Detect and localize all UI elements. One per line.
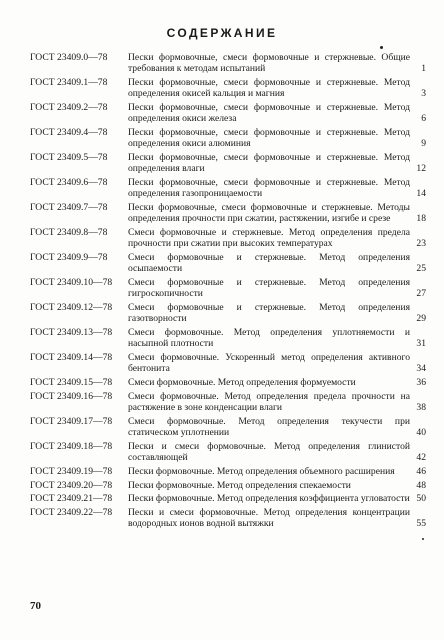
standard-number: ГОСТ 23409.19—78 [30, 465, 113, 477]
standard-number: ГОСТ 23409.13—78 [30, 327, 113, 338]
standard-number: ГОСТ 23409.5—78 [30, 152, 108, 163]
toc-entry[interactable] [30, 302, 426, 324]
entry-description: Пески формовочные, смеси формовочные и стержневые. Общие требования к методам испытаний [128, 52, 410, 75]
standard-number: ГОСТ 23409.12—78 [30, 302, 113, 313]
page-reference: 55 [416, 518, 426, 530]
toc-entry[interactable] [30, 352, 426, 374]
entry-description: Смеси формовочные. Метод определения уплотняемости и насыпной плотности [128, 327, 410, 350]
entry-description: Смеси формовочные и стержневые. Метод определения осыпаемости [128, 252, 410, 275]
entry-description: Пески формовочные, смеси формовочные и стержневые. Метод определения окисей кальция и магния [128, 77, 410, 100]
page-reference: 6 [421, 113, 426, 125]
toc-entry[interactable] [30, 152, 426, 174]
page-reference: 38 [416, 402, 426, 413]
scan-speck [380, 46, 383, 49]
scan-speck [422, 538, 424, 540]
page-title: СОДЕРЖАНИЕ [166, 26, 278, 40]
standard-number: ГОСТ 23409.6—78 [30, 177, 108, 188]
page-reference: 46 [416, 465, 426, 477]
toc-entry[interactable] [30, 507, 426, 529]
toc-entry[interactable] [30, 177, 426, 199]
page-reference: 25 [416, 263, 426, 275]
toc-entry[interactable] [30, 52, 426, 74]
page-reference: 42 [416, 452, 426, 463]
page-reference: 29 [416, 313, 426, 325]
toc-entry[interactable] [30, 77, 426, 99]
standard-number: ГОСТ 23409.18—78 [30, 440, 113, 452]
toc-entry[interactable] [30, 480, 426, 491]
page-reference: 27 [416, 288, 426, 300]
standard-number: ГОСТ 23409.20—78 [30, 479, 113, 491]
toc-entry[interactable] [30, 377, 426, 388]
entry-description: Пески и смеси формовочные. Метод определения глинистой составляющей [128, 440, 410, 463]
entry-description: Пески и смеси формовочные. Метод определения концентрации водородных ионов водной вытяжки [128, 507, 410, 530]
page-number: 70 [30, 600, 41, 612]
entry-description: Смеси формовочные. Метод определения предела прочности на растяжение в зоне конденсации влаги [128, 390, 410, 413]
toc-entry[interactable] [30, 416, 426, 438]
entry-description: Пески формовочные, смеси формовочные и стержневые. Метод определения газопроницаемости [128, 177, 410, 200]
page-reference: 31 [416, 338, 426, 350]
page-reference: 36 [416, 377, 426, 388]
entry-description: Смеси формовочные и стержневые. Метод определения газотворности [128, 302, 410, 325]
standard-number: ГОСТ 23409.4—78 [30, 127, 108, 138]
page-reference: 9 [421, 138, 426, 150]
standard-number: ГОСТ 23409.8—78 [30, 227, 108, 238]
standard-number: ГОСТ 23409.15—78 [30, 377, 113, 388]
standard-number: ГОСТ 23409.17—78 [30, 415, 113, 427]
entry-description: Пески формовочные, смеси формовочные и стержневые. Метод определения окиси алюминия [128, 127, 410, 150]
standard-number: ГОСТ 23409.0—78 [30, 52, 108, 63]
entry-description: Смеси формовочные. Метод определения текучести при статическом уплотнении [128, 415, 410, 438]
page-reference: 40 [416, 427, 426, 438]
standard-number: ГОСТ 23409.21—78 [30, 493, 113, 505]
entry-description: Смеси формовочные. Метод определения формуемости [128, 377, 356, 388]
standard-number: ГОСТ 23409.10—78 [30, 277, 113, 288]
toc-entry[interactable] [30, 327, 426, 349]
toc-entry[interactable] [30, 252, 426, 274]
entry-description: Смеси формовочные и стержневые. Метод определения предела прочности при сжатии при высоких температурах [128, 227, 410, 250]
page-reference: 3 [421, 88, 426, 100]
entry-description: Смеси формовочные и стержневые. Метод определения гигроскопичности [128, 277, 410, 300]
toc-entry[interactable] [30, 391, 426, 413]
entry-description: Пески формовочные. Метод определения коэффициента угловатости [128, 493, 410, 505]
page-reference: 23 [416, 238, 426, 250]
page-reference: 48 [416, 479, 426, 491]
toc-entry[interactable] [30, 277, 426, 299]
toc-entry[interactable] [30, 202, 426, 224]
entry-description: Пески формовочные, смеси формовочные и стержневые. Метод определения окиси железа [128, 102, 410, 125]
standard-number: ГОСТ 23409.9—78 [30, 252, 108, 263]
toc-entry[interactable] [30, 493, 426, 504]
standard-number: ГОСТ 23409.22—78 [30, 507, 113, 519]
page-reference: 18 [416, 213, 426, 225]
toc-entry[interactable] [30, 466, 426, 477]
standard-number: ГОСТ 23409.1—78 [30, 77, 108, 88]
page-reference: 12 [416, 163, 426, 175]
entry-description: Пески формовочные. Метод определения спекаемости [128, 479, 351, 491]
toc-entry[interactable] [30, 102, 426, 124]
entry-description: Пески формовочные, смеси формовочные и стержневые. Методы определения прочности при сжатии, растяжении, изгибе и срезе [128, 202, 410, 225]
entry-description: Пески формовочные, смеси формовочные и стержневые. Метод определения влаги [128, 152, 410, 175]
standard-number: ГОСТ 23409.7—78 [30, 202, 108, 213]
toc-entry[interactable] [30, 127, 426, 149]
table-of-contents [30, 52, 426, 532]
standard-number: ГОСТ 23409.14—78 [30, 352, 113, 363]
entry-description: Смеси формовочные. Ускоренный метод определения активного бентонита [128, 352, 410, 375]
toc-entry[interactable] [30, 441, 426, 463]
entry-description: Пески формовочные. Метод определения объемного расширения [128, 465, 395, 477]
page-reference: 34 [416, 363, 426, 375]
toc-entry[interactable] [30, 227, 426, 249]
page-reference: 1 [421, 63, 426, 75]
standard-number: ГОСТ 23409.16—78 [30, 390, 113, 402]
standard-number: ГОСТ 23409.2—78 [30, 102, 108, 113]
page-reference: 14 [416, 188, 426, 200]
page-reference: 50 [416, 493, 426, 505]
